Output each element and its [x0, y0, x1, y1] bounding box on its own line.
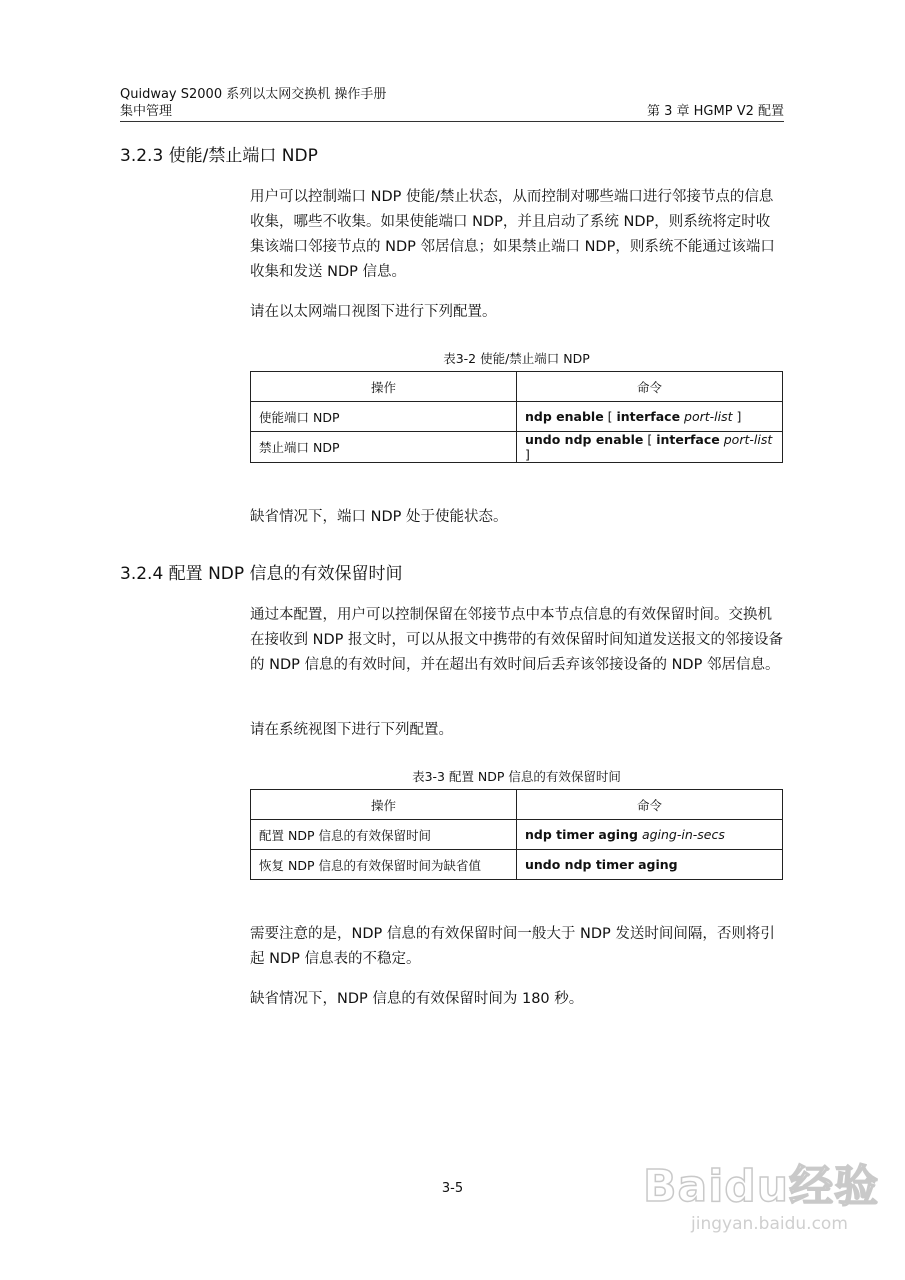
header-rule: [120, 121, 784, 122]
command-keyword: interface: [656, 432, 720, 447]
table-3-3: [250, 789, 783, 880]
command-cell: [517, 820, 783, 850]
command-cell: [517, 402, 783, 432]
operation-cell: 禁止端口 NDP: [251, 432, 517, 463]
command-argument: port-list: [723, 432, 773, 447]
table-3-3-caption: 表3-3 配置 NDP 信息的有效保留时间: [412, 769, 621, 784]
command-bracket: [: [643, 432, 657, 447]
table-row: [251, 432, 783, 463]
command-cell: [517, 850, 783, 880]
section-3-2-4-paragraph: 通过本配置，用户可以控制保留在邻接节点中本节点信息的有效保留时间。交换机在接收到 NDP 报文时，可以从报文中携带的有效保留时间知道发送报文的邻接设备的 NDP 信息的有效时间，并在超出有效时间后丢弃该邻接设备的 NDP 邻居信息。: [250, 607, 783, 673]
table-header-row: [251, 790, 783, 820]
col-command-header: 命令: [517, 372, 783, 402]
command-bracket: ]: [732, 409, 742, 424]
operation-cell: 配置 NDP 信息的有效保留时间: [251, 820, 517, 850]
page-number: 3-5: [441, 1181, 464, 1196]
col-operation-header: 操作: [251, 372, 517, 402]
table-row: [251, 850, 783, 880]
table-header-row: [251, 372, 783, 402]
header-section-title: 集中管理: [120, 104, 173, 119]
col-operation-header: 操作: [251, 790, 517, 820]
watermark-brand: Baidu经验: [643, 1161, 880, 1212]
section-3-2-4-default-note: 缺省情况下，NDP 信息的有效保留时间为 180 秒。: [250, 991, 584, 1007]
command-keyword: undo ndp enable: [525, 432, 644, 447]
section-heading-3-2-4: 3.2.4 配置 NDP 信息的有效保留时间: [120, 564, 403, 584]
header-chapter-title: 第 3 章 HGMP V2 配置: [646, 104, 784, 119]
command-cell: [517, 432, 783, 463]
section-3-2-4-instruction: 请在系统视图下进行下列配置。: [250, 722, 453, 738]
header-product-title: Quidway S2000 系列以太网交换机 操作手册: [120, 87, 387, 102]
command-bracket: ]: [525, 447, 530, 462]
watermark-url: jingyan.baidu.com: [691, 1214, 848, 1234]
command-keyword: ndp timer aging: [525, 827, 638, 842]
section-3-2-3-paragraph: 用户可以控制端口 NDP 使能/禁止状态，从而控制对哪些端口进行邻接节点的信息收集，哪些不收集。如果使能端口 NDP，并且启动了系统 NDP，则系统将定时收集该端口邻接节点的 NDP 邻居信息；如果禁止端口 NDP，则系统不能通过该端口收集和发送 NDP 信息。: [250, 189, 775, 280]
command-keyword: interface: [616, 409, 681, 424]
operation-cell: 恢复 NDP 信息的有效保留时间为缺省值: [251, 850, 517, 880]
table-row: [251, 820, 783, 850]
command-argument: aging-in-secs: [641, 827, 725, 842]
command-bracket: [: [603, 409, 617, 424]
section-3-2-3-default-note: 缺省情况下，端口 NDP 处于使能状态。: [250, 509, 508, 525]
command-keyword: ndp enable: [525, 409, 604, 424]
operation-cell: 使能端口 NDP: [251, 402, 517, 432]
command-argument: port-list: [684, 409, 733, 424]
section-3-2-3-instruction: 请在以太网端口视图下进行下列配置。: [250, 304, 497, 320]
section-3-2-4-caution-note: 需要注意的是，NDP 信息的有效保留时间一般大于 NDP 发送时间间隔，否则将引起 NDP 信息表的不稳定。: [250, 926, 775, 967]
col-command-header: 命令: [517, 790, 783, 820]
command-keyword: undo ndp timer aging: [525, 857, 678, 872]
baidu-watermark: [643, 1150, 880, 1250]
table-row: [251, 402, 783, 432]
table-3-2: [250, 371, 783, 463]
section-heading-3-2-3: 3.2.3 使能/禁止端口 NDP: [120, 146, 318, 166]
table-3-2-caption: 表3-2 使能/禁止端口 NDP: [443, 351, 590, 366]
